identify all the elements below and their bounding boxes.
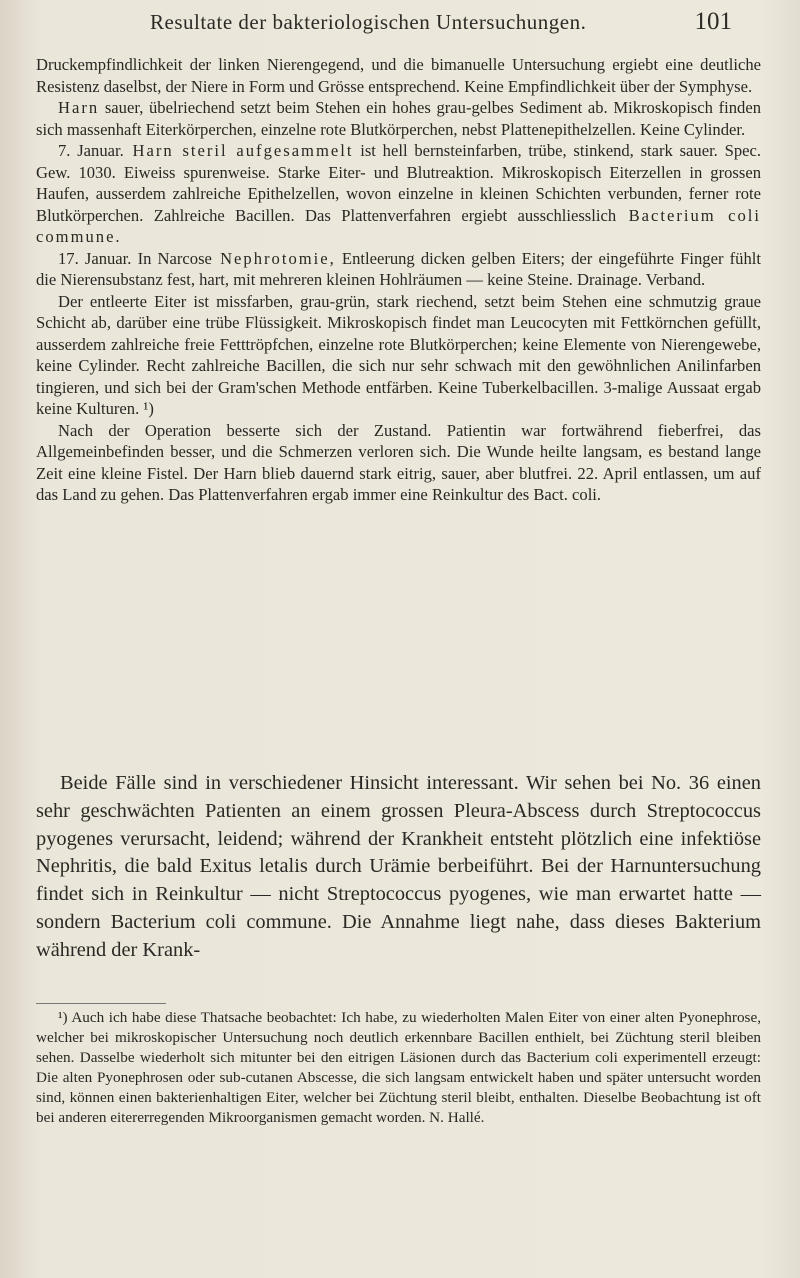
paragraph-pus-findings: Der entleerte Eiter ist missfarben, grau-grün, stark riechend, setzt beim Stehen eine schmutzig graue Schicht ab, darüber eine trübe Flüssigkeit. Mikroskopisch findet man Leucocyten mit Fettkörnchen gefüllt, ausserdem zahlreiche freie Fetttröpfchen, einzelne rote Blutkörperchen; keine Elemente von Nierengewebe, keine Cylinder. Recht zahlreiche Bacillen, die sich nur sehr schwach mit den gewöhnlichen Anilinfarben tingieren, und sich bei der Gram'schen Methode entfärben. Keine Tuberkelbacillen. 3-malige Aussaat ergab keine Kulturen. ¹) (36, 291, 761, 418)
date-label: 7. Januar. (58, 141, 124, 160)
spaced-term: Bacterium coli commune. (36, 205, 762, 246)
paragraph-text: sauer, übelriechend setzt beim Stehen ein hohes grau-gelbes Sediment ab. Mikroskopisch finden sich massenhaft Eiterkörperchen, einzelne rote Blutkörperchen, nebst Plattenepithelzellen. Keine Cylinder. (36, 98, 761, 139)
footnote-block (36, 1008, 761, 1127)
footnote-text: ¹) Auch ich habe diese Thatsache beobachtet: Ich habe, zu wiederholten Malen Eiter von einer alten Pyonephrose, welcher bei mikroskopischer Untersuchung noch deutlich erkennbare Bacillen enthielt, bei Züchtung steril bleiben sehen. Dasselbe wiederholt sich mitunter bei den eitrigen Läsionen durch das Bacterium coli experimentell erzeugt: Die alten Pyonephrosen oder sub-cutanen Abscesse, die sich langsam entwickelt haben und später untersucht worden sind, können einen bakterienhaltigen Eiter, welcher bei Züchtung steril bleibt, enthalten. Dieselbe Beobachtung ist oft bei anderen eitererregenden Mikroorganismen gemacht worden. N. Hallé. (36, 1009, 761, 1126)
footnote-rule (36, 1003, 166, 1004)
spaced-term: Harn steril aufgesammelt (123, 141, 354, 160)
discussion-paragraph: Beide Fälle sind in verschiedener Hinsicht interessant. Wir sehen bei No. 36 einen sehr geschwächten Patienten an einem grossen Pleura-Abscess durch Streptococcus pyogenes verursacht, leidend; während der Krankheit entsteht plötzlich eine infektiöse Nephritis, die bald Exitus letalis durch Urämie berbeiführt. Bei der Harnuntersuchung findet sich in Reinkultur — nicht Streptococcus pyogenes, wie man erwartet hatte — sondern Bacterium coli commune. Die Annahme liegt nahe, dass dieses Bakterium während der Krank- (36, 772, 761, 961)
spaced-term: Nephrotomie, (211, 248, 336, 268)
paragraph-examination: Druckempfindlichkeit der linken Nierengegend, und die bimanuelle Untersuchung ergiebt eine deutliche Resistenz daselbst, der Niere in Form und Grösse entsprechend. Keine Empfindlichkeit über der Symphyse. (36, 55, 761, 96)
page-number: 101 (694, 8, 732, 35)
case-report (36, 54, 761, 506)
discussion-block (36, 770, 761, 965)
running-title: Resultate der bakteriologischen Untersuchungen. (150, 10, 587, 34)
paragraph-outcome: Nach der Operation besserte sich der Zustand. Patientin war fortwährend fieberfrei, das Allgemeinbefinden besser, und die Schmerzen verloren sich. Die Wunde heilte langsam, es bestand lange Zeit eine kleine Fistel. Der Harn blieb dauernd stark eitrig, sauer, aber blutfrei. 22. April entlassen, um auf das Land zu gehen. Das Plattenverfahren ergab immer eine Reinkultur des Bact. coli. (36, 420, 761, 504)
page-header (40, 10, 760, 46)
date-label: 17. Januar. In Narcose (58, 248, 212, 268)
spaced-term: Harn (58, 98, 100, 117)
paragraph-text: ist hell bernsteinfarben, trübe, stinkend, stark sauer. Spec. Gew. 1030. Eiweiss spurenweise. Starke Eiter- und Blutreaktion. Mikroskopisch Eiterzellen in grossen Haufen, ausserdem zahlreiche Epithelzellen, wovon einzelne in kleinen Schichten verbunden, ferner rote Blutkörperchen. Zahlreiche Bacillen. Das Plattenverfahren ergiebt ausschliesslich (36, 141, 761, 225)
paragraph-text: Entleerung dicken gelben Eiters; der eingeführte Finger fühlt die Nierensubstanz fest, hart, mit mehreren kleinen Hohlräumen — keine Steine. Drainage. Verband. (36, 248, 761, 289)
paragraph-urine (36, 97, 761, 140)
paragraph-january-17 (36, 248, 761, 291)
paragraph-january-7 (36, 140, 761, 248)
